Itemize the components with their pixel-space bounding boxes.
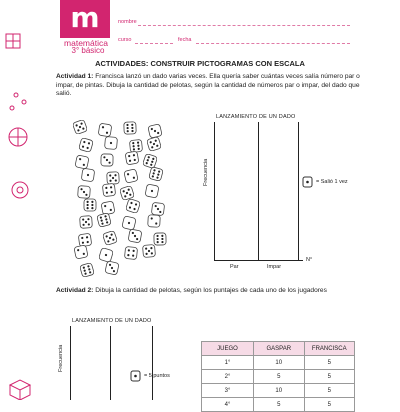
- die-icon: [103, 231, 117, 245]
- table-row: [202, 356, 355, 370]
- chart1-x-axis: [214, 260, 303, 261]
- name-field-line[interactable]: [138, 25, 350, 26]
- page-title: ACTIVIDADES: CONSTRUIR PICTOGRAMAS CON ESCALA: [95, 59, 305, 68]
- die-legend-icon: [302, 176, 313, 188]
- name-field-label: nombre: [118, 19, 137, 25]
- dots-doodle-icon: [10, 93, 26, 110]
- date-field-label: fecha: [178, 37, 192, 43]
- table-cell: 4°: [202, 398, 254, 412]
- table-row: [202, 370, 355, 384]
- die-icon: [80, 263, 94, 277]
- die-icon: [81, 168, 95, 182]
- table-header: GASPAR: [254, 342, 304, 356]
- chart1-legend: = Salió 1 vez: [316, 179, 348, 185]
- chart2-right-line: [152, 326, 153, 400]
- die-icon: [123, 121, 137, 135]
- table-cell: 5: [304, 370, 355, 384]
- cube-doodle-icon: [10, 380, 30, 400]
- die-icon: [100, 153, 114, 167]
- chart1-category-impar: Impar: [267, 264, 282, 270]
- table-cell: 5: [304, 398, 355, 412]
- dice-grid: [76, 122, 170, 262]
- chart1-title: LANZAMIENTO DE UN DADO: [216, 114, 296, 120]
- activity2-instructions: [56, 287, 376, 296]
- table-cell: 5: [254, 370, 304, 384]
- die-icon: [102, 183, 116, 197]
- chart2-divider-line: [110, 326, 111, 400]
- table-cell: 5: [254, 398, 304, 412]
- logo: m: [60, 0, 110, 38]
- die-icon: [83, 198, 97, 212]
- chart1-y-label: Frecuencia: [203, 158, 209, 186]
- die-icon: [79, 138, 93, 152]
- die-icon: [125, 151, 139, 165]
- chart2-legend: = 5 puntos: [144, 373, 170, 379]
- table-header-row: [202, 342, 355, 356]
- grid-doodle-icon: [6, 34, 20, 48]
- table-cell: 5: [304, 356, 355, 370]
- die-legend-icon-2: [130, 370, 141, 382]
- die-icon: [124, 169, 138, 183]
- table-cell: 10: [254, 356, 304, 370]
- die-icon: [149, 167, 163, 181]
- table-header: JUEGO: [202, 342, 254, 356]
- doodle-column: [0, 30, 40, 400]
- chart2-y-label: Frecuencia: [58, 344, 64, 372]
- die-icon: [126, 199, 140, 213]
- die-icon: [142, 244, 156, 258]
- activity2-label: Actividad 2:: [56, 287, 94, 294]
- chart1-category-par: Par: [230, 264, 239, 270]
- table-row: [202, 384, 355, 398]
- die-icon: [128, 229, 142, 243]
- table-cell: 3°: [202, 384, 254, 398]
- die-icon: [79, 215, 93, 229]
- chart1-right-line: [298, 122, 299, 260]
- die-icon: [147, 214, 161, 228]
- circle-doodle-icon: [12, 182, 28, 198]
- die-icon: [124, 246, 138, 260]
- die-icon: [105, 261, 119, 275]
- table-cell: 5: [304, 384, 355, 398]
- activity1-text: Francisca lanzó un dado varias veces. Ella quería saber cuántas veces salía número par o impar, de pintas. Dibuja la cantidad de pelotas, según la cantidad de números par o impar, del dado que salió.: [56, 73, 360, 98]
- pie-doodle-icon: [9, 128, 27, 146]
- table-cell: 2°: [202, 370, 254, 384]
- course-field-line[interactable]: [135, 43, 173, 44]
- die-icon: [104, 136, 118, 150]
- table-cell: 1°: [202, 356, 254, 370]
- date-field-line[interactable]: [196, 43, 350, 44]
- die-icon: [97, 213, 111, 227]
- die-icon: [145, 184, 159, 198]
- chart2-y-axis: [70, 326, 71, 400]
- chart1-divider-line: [258, 122, 259, 260]
- grade-label: 3° básico: [71, 46, 105, 55]
- scores-table: [201, 341, 355, 412]
- table-header: FRANCISCA: [304, 342, 355, 356]
- course-field-label: curso: [118, 37, 132, 43]
- activity1-instructions: [56, 73, 372, 99]
- chart1-y-axis: [214, 122, 215, 260]
- activity1-label: Actividad 1:: [56, 73, 94, 80]
- die-icon: [73, 120, 87, 134]
- subject-label: matemática: [64, 38, 108, 48]
- table-cell: 10: [254, 384, 304, 398]
- chart2-title: LANZAMIENTO DE UN DADO: [72, 318, 152, 324]
- die-icon: [74, 245, 88, 259]
- activity2-text: Dibuja la cantidad de pelotas, según los puntajes de cada uno de los jugadores: [95, 287, 327, 294]
- chart1-x-end-label: N°: [306, 257, 313, 263]
- die-icon: [147, 137, 161, 151]
